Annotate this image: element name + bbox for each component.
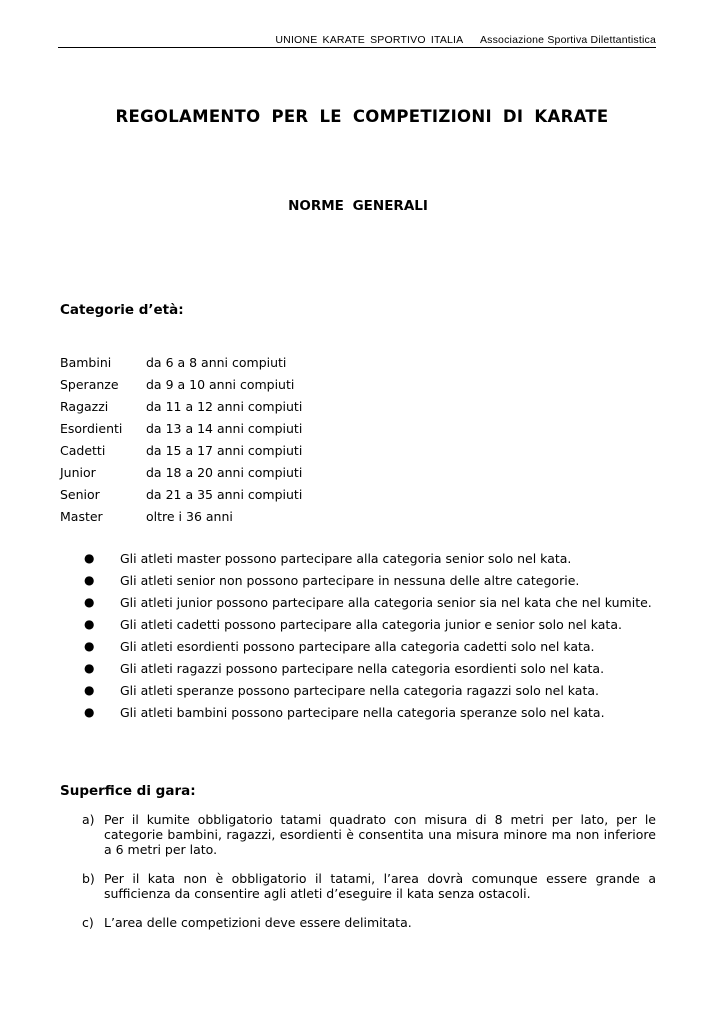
category-name: Speranze: [60, 376, 119, 392]
bullet-icon: ●: [84, 639, 95, 653]
rule-text: Gli atleti bambini possono partecipare nella categoria speranze solo nel kata.: [120, 704, 605, 720]
category-range: da 11 a 12 anni compiuti: [146, 398, 303, 414]
bullet-icon: ●: [84, 617, 95, 631]
competition-area-list: [60, 812, 656, 930]
category-range: da 13 a 14 anni compiuti: [146, 420, 303, 436]
item-text: L’area delle competizioni deve essere delimitata.: [104, 915, 412, 930]
category-name: Ragazzi: [60, 398, 109, 414]
age-categories-table: [60, 351, 302, 527]
category-row: [60, 395, 302, 417]
category-range: oltre i 36 anni: [146, 508, 233, 524]
category-row: [60, 439, 302, 461]
rule-text: Gli atleti junior possono partecipare alla categoria senior sia nel kata che nel kumite.: [120, 594, 652, 610]
header-rule: [58, 47, 656, 48]
category-name: Cadetti: [60, 442, 106, 458]
rule-item: [60, 679, 652, 701]
rule-text: Gli atleti esordienti possono partecipare alla categoria cadetti solo nel kata.: [120, 638, 595, 654]
header-organization: UNIONE KARATE SPORTIVO ITALIA: [275, 34, 464, 46]
rule-text: Gli atleti ragazzi possono partecipare nella categoria esordienti solo nel kata.: [120, 660, 605, 676]
category-row: [60, 373, 302, 395]
category-range: da 18 a 20 anni compiuti: [146, 464, 303, 480]
rule-item: [60, 635, 652, 657]
bullet-icon: ●: [84, 551, 95, 565]
bullet-icon: ●: [84, 573, 95, 587]
rules-bullet-list: [60, 547, 652, 723]
category-name: Senior: [60, 486, 100, 502]
rule-item: [60, 591, 652, 613]
category-row: [60, 417, 302, 439]
list-item: [60, 812, 656, 857]
bullet-icon: ●: [84, 661, 95, 675]
document-title: REGOLAMENTO PER LE COMPETIZIONI DI KARATE: [115, 107, 609, 126]
age-categories-heading: Categorie d’età:: [60, 302, 184, 318]
rule-text: Gli atleti cadetti possono partecipare alla categoria junior e senior solo nel kata.: [120, 616, 622, 632]
rule-text: Gli atleti senior non possono partecipare in nessuna delle altre categorie.: [120, 572, 580, 588]
category-row: [60, 461, 302, 483]
category-row: [60, 505, 302, 527]
category-row: [60, 483, 302, 505]
rule-text: Gli atleti master possono partecipare alla categoria senior solo nel kata.: [120, 550, 572, 566]
item-text: Per il kumite obbligatorio tatami quadrato con misura di 8 metri per lato, per le categorie bambini, ragazzi, esordienti è consentita una misura minore ma non inferiore a 6 metri per lato.: [104, 812, 656, 857]
bullet-icon: ●: [84, 595, 95, 609]
category-range: da 15 a 17 anni compiuti: [146, 442, 303, 458]
item-letter: b): [82, 871, 95, 886]
category-name: Bambini: [60, 354, 112, 370]
list-item: [60, 915, 656, 930]
category-range: da 9 a 10 anni compiuti: [146, 376, 295, 392]
bullet-icon: ●: [84, 705, 95, 719]
rule-item: [60, 547, 652, 569]
rule-item: [60, 701, 652, 723]
category-range: da 21 a 35 anni compiuti: [146, 486, 303, 502]
category-row: [60, 351, 302, 373]
category-name: Master: [60, 508, 103, 524]
list-item: [60, 871, 656, 901]
rule-item: [60, 657, 652, 679]
category-name: Esordienti: [60, 420, 123, 436]
item-text: Per il kata non è obbligatorio il tatami, l’area dovrà comunque essere grande a sufficienza da consentire agli atleti d’eseguire il kata senza ostacoli.: [104, 871, 656, 901]
header-association: Associazione Sportiva Dilettantistica: [479, 34, 656, 46]
page-header: [58, 34, 656, 46]
bullet-icon: ●: [84, 683, 95, 697]
rule-item: [60, 613, 652, 635]
item-letter: a): [82, 812, 95, 827]
category-name: Junior: [60, 464, 96, 480]
competition-area-heading: Superfice di gara:: [60, 783, 196, 799]
category-range: da 6 a 8 anni compiuti: [146, 354, 287, 370]
rule-item: [60, 569, 652, 591]
item-letter: c): [82, 915, 94, 930]
document-subtitle: NORME GENERALI: [288, 198, 428, 214]
rule-text: Gli atleti speranze possono partecipare nella categoria ragazzi solo nel kata.: [120, 682, 599, 698]
